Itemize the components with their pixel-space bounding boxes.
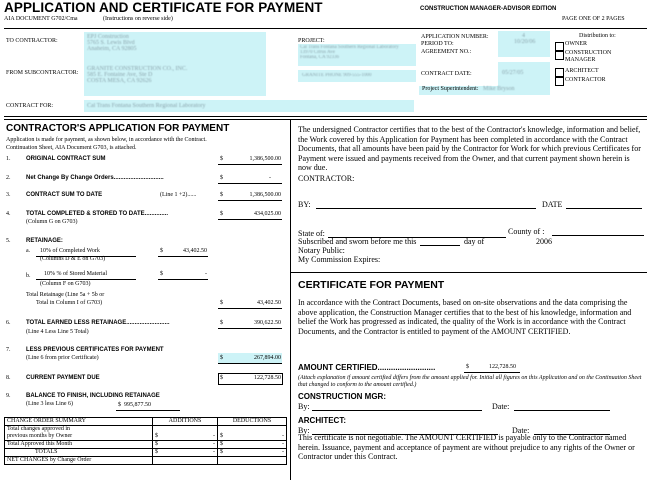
subscribed-text: Subscribed and sworn before me this [298,237,417,246]
contractor-label: CONTRACTOR: [298,174,355,183]
from-sub-line: GRANITE CONSTRUCTION CO., INC. [87,66,188,72]
sub-phone-field[interactable] [298,70,416,82]
distribution-cm: CONSTRUCTION MANAGER [565,50,612,63]
distribution-contractor: CONTRACTOR [565,77,606,83]
total-completed-note: (Column G on G703) [26,219,78,225]
app-number-label: APPLICATION NUMBER: [421,34,489,40]
co-row-label: Total Approved this Month [5,441,153,449]
application-intro-2: Continuation Sheet, AIA Document G703, is attached. [6,145,137,151]
from-subcontractor-label: FROM SUBCONTRACTOR: [6,70,79,76]
currency-symbol: $ [155,449,158,455]
item-number: 6. [6,320,11,326]
retainage-a-value: 43,402.50 [183,248,207,254]
contractor-signature-line[interactable] [316,208,536,209]
period-to-label: PERIOD TO: [421,41,454,47]
co-value: - [282,433,284,439]
amount-certified-line[interactable] [464,372,520,373]
architect-label: ARCHITECT: [298,416,346,425]
certificate-text: In accordance with the Contract Documents, based on on-site observations and the data comprising the above application, the Construction Manager certifies that to the best of his knowledge, information and belief the Work has progressed as indicated, the quality of the Work is in accordance with the Contract Documents, and the Contractor is entitled to payment of the AMOUNT CERTIFIED. [298,298,632,336]
total-retainage-label: Total Retainage (Line 5a + 5b or [26,292,105,298]
contract-for-field[interactable] [84,100,414,112]
to-contractor-label: TO CONTRACTOR: [6,38,58,44]
retainage-b-value: - [205,271,207,277]
original-contract-sum-label: ORIGINAL CONTRACT SUM [26,156,106,162]
currency-symbol: $ [155,441,158,447]
architect-by-label: By: [298,426,310,435]
contract-date-label: CONTRACT DATE: [421,71,472,77]
co-row-label: previous months by Owner [5,433,153,441]
currency-symbol: $ [220,449,223,455]
day-of-label: day of [464,237,485,246]
instructions-note: (Instructions on reverse side) [103,16,173,22]
co-row-label: TOTALS [5,449,153,457]
doc-id: AIA DOCUMENT G702/Cmа [4,16,78,22]
architect-checkbox[interactable] [555,68,564,77]
contractor-certification-text: The undersigned Contractor certifies that to the best of the Contractor's knowledge, information and belief, the Work covered by this Application for Payment has been completed in accordance with the Contract Documents, that all amounts have been paid by the Contractor for Work for which previous Certificates for Payment were issued and payments received from the Owner, and that current payment shown herein is now due. [298,125,641,173]
contract-sum-to-date-label: CONTRACT SUM TO DATE [26,192,103,198]
superintendent-label: Project Superintendent: [422,86,479,92]
item-number: 9. [6,393,11,399]
co-row-label: Total changes approved in [5,426,153,434]
county-of-label: County of : [508,227,545,236]
to-contractor-line: 5765 S. Lewis Blvd [87,40,135,46]
period-to-value: 10/20/06 [514,39,536,45]
item-number: 1. [6,156,11,162]
currency-symbol: $ [220,320,223,326]
contract-for-value: Cal Trans Fontana Southern Regional Laboratory [87,103,206,109]
retainage-a-label: 10% of Completed Work [40,248,100,254]
balance-to-finish-note: (Line 3 less Line 6) [26,401,73,407]
page-indicator: PAGE ONE OF 2 PAGES [562,16,625,22]
balance-to-finish-label: BALANCE TO FINISH, INCLUDING RETAINAGE [26,393,160,399]
to-contractor-line: Anaheim, CA 92805 [87,46,137,52]
certificate-heading: CERTIFICATE FOR PAYMENT [298,279,445,291]
retainage-b-marker: b. [26,273,31,279]
construction-manager-checkbox[interactable] [555,51,564,60]
currency-symbol: $ [155,433,158,439]
agreement-no-label: AGREEMENT NO.: [421,49,472,55]
non-negotiable-footer: This certificate is not negotiable. The AMOUNT CERTIFIED is payable only to the Contractor named herein. Issuance, payment and acceptance of payment are without prejudice to any rights of the Owner or Contractor under this Contract. [298,433,635,462]
currency-symbol: $ [220,192,223,198]
from-subcontractor-field[interactable] [84,64,266,96]
contract-sum-formula: (Line 1 +2)...... [160,192,197,198]
project-line: Cal Trans Fontana Southern Regional Laboratory [300,45,399,50]
cm-date-label: Date: [492,402,510,411]
to-contractor-field[interactable] [84,32,266,64]
less-previous-note: (Line 6 from prior Certificate) [26,355,99,361]
contract-sum-to-date-value: 1,386,500.00 [249,192,281,198]
currency-symbol: $ [466,364,469,370]
current-payment-value: 122,728.50 [254,375,281,381]
contract-date-value: 05/27/05 [502,70,524,76]
distribution-architect: ARCHITECT [565,68,599,74]
app-number-field[interactable] [498,31,550,57]
item-number: 2. [6,175,11,181]
contractor-by-label: BY: [298,200,311,209]
currency-symbol: $ [220,300,223,306]
contract-for-label: CONTRACT FOR: [6,103,54,109]
retainage-label: RETAINAGE: [26,238,63,244]
contract-date-field[interactable] [498,62,550,86]
cm-by-label: By: [298,402,310,411]
currency-symbol: $ [220,211,223,217]
to-contractor-line: EPJ Construction [87,34,129,40]
currency-symbol: $ [160,248,163,254]
construction-manager-label: CONSTRUCTION MGR: [298,392,386,401]
contractor-date-line[interactable] [566,208,642,209]
original-contract-sum-value: 1,386,500.00 [249,156,281,162]
co-value: - [282,441,284,447]
retainage-b-note: (Column F on G703) [40,281,91,287]
application-intro: Application is made for payment, as shown below, in accordance with the Contract. [6,137,207,143]
total-retainage-label-2: Total in Column I of G703) [36,300,103,306]
project-line: Fontana, CA 92336 [300,55,340,60]
superintendent-field[interactable] [419,86,550,95]
day-line[interactable] [420,245,460,246]
co-value: - [282,449,284,455]
co-value: - [213,449,215,455]
item-number: 3. [6,192,11,198]
total-earned-note: (Line 4 Less Line 5 Total) [26,329,89,335]
co-row-label: NET CHANGES by Change Order [5,457,153,465]
amount-certified-value: 122,728.50 [489,364,516,370]
superintendent-value: Mike Bryson [483,86,515,92]
less-previous-value: 267,894.00 [254,355,281,361]
currency-symbol: $ [220,355,223,361]
county-line[interactable] [552,235,644,236]
item-number: 4. [6,211,11,217]
document-title: APPLICATION AND CERTIFICATE FOR PAYMENT [4,0,323,15]
currency-symbol: $ [220,175,223,181]
net-change-value: - [269,175,271,181]
currency-symbol: $ [220,433,223,439]
cm-signature-line[interactable] [312,410,482,411]
co-header-additions: ADDITIONS [153,418,218,426]
balance-to-finish-value: 995,877.50 [124,402,151,408]
total-earned-label: TOTAL EARNED LESS RETAINAGE.......................... [26,320,170,326]
change-order-table [4,417,287,465]
currency-symbol: $ [160,271,163,277]
attach-explanation-note: (Attach explanation if amount certified differs from the amount applied for. Initial all figures on this Application and on the Continuation Sheet that changed to conform to the amount certified.) [298,375,642,389]
total-earned-value: 390,622.50 [254,320,281,326]
architect-date-label: Date: [512,426,530,435]
net-change-label: Net Change By Change Orders.............................. [26,175,164,181]
state-of-label: State of: [298,229,325,238]
amount-certified-label: AMOUNT CERTIFIED.......................... [298,363,436,372]
retainage-a-note: (Columns D & E on G703) [40,256,106,262]
edition-label: CONSTRUCTION MANAGER-ADVISOR EDITION [420,6,557,12]
item-number: 5. [6,238,11,244]
year-value: 2006 [536,237,552,246]
currency-symbol: $ [220,156,223,162]
commission-label: My Commission Expires: [298,255,381,264]
project-label: PROJECT: [298,38,325,44]
from-sub-line: 585 E. Fontaine Ave, Ste D [87,72,153,78]
sub-phone: GRANITE PHONE 909-555-1000 [302,73,372,78]
co-header-summary: CHANGE ORDER SUMMARY [5,418,153,426]
item-number: 7. [6,347,11,353]
current-payment-label: CURRENT PAYMENT DUE [26,375,100,381]
retainage-a-marker: a. [26,248,31,254]
app-number-value: 4 [522,33,525,39]
contractor-date-label: DATE [542,200,563,209]
notary-label: Notary Public: [298,246,345,255]
co-value: - [213,441,215,447]
project-field[interactable] [298,44,416,66]
from-sub-line: COSTA MESA, CA 92626 [87,78,152,84]
project-line: 13970 Citrus Ave [300,50,335,55]
distribution-owner: OWNER [565,41,587,47]
application-heading: CONTRACTOR'S APPLICATION FOR PAYMENT [6,123,230,134]
currency-symbol: $ [220,441,223,447]
currency-symbol: $ [118,402,121,408]
total-completed-value: 434,025.00 [254,211,281,217]
less-previous-label: LESS PREVIOUS CERTIFICATES FOR PAYMENT [26,347,164,353]
total-completed-label: TOTAL COMPLETED & STORED TO DATE.............. [26,211,169,217]
owner-checkbox[interactable] [555,42,564,51]
currency-symbol: $ [220,375,223,381]
co-value: - [213,433,215,439]
total-retainage-value: 43,402.50 [257,300,281,306]
cm-date-line[interactable] [514,410,610,411]
co-header-deductions: DEDUCTIONS [218,418,287,426]
item-number: 8. [6,375,11,381]
contractor-checkbox[interactable] [555,77,564,86]
distribution-label: Distribution to: [579,33,616,39]
retainage-b-label: 10% % of Stored Material [44,271,107,277]
